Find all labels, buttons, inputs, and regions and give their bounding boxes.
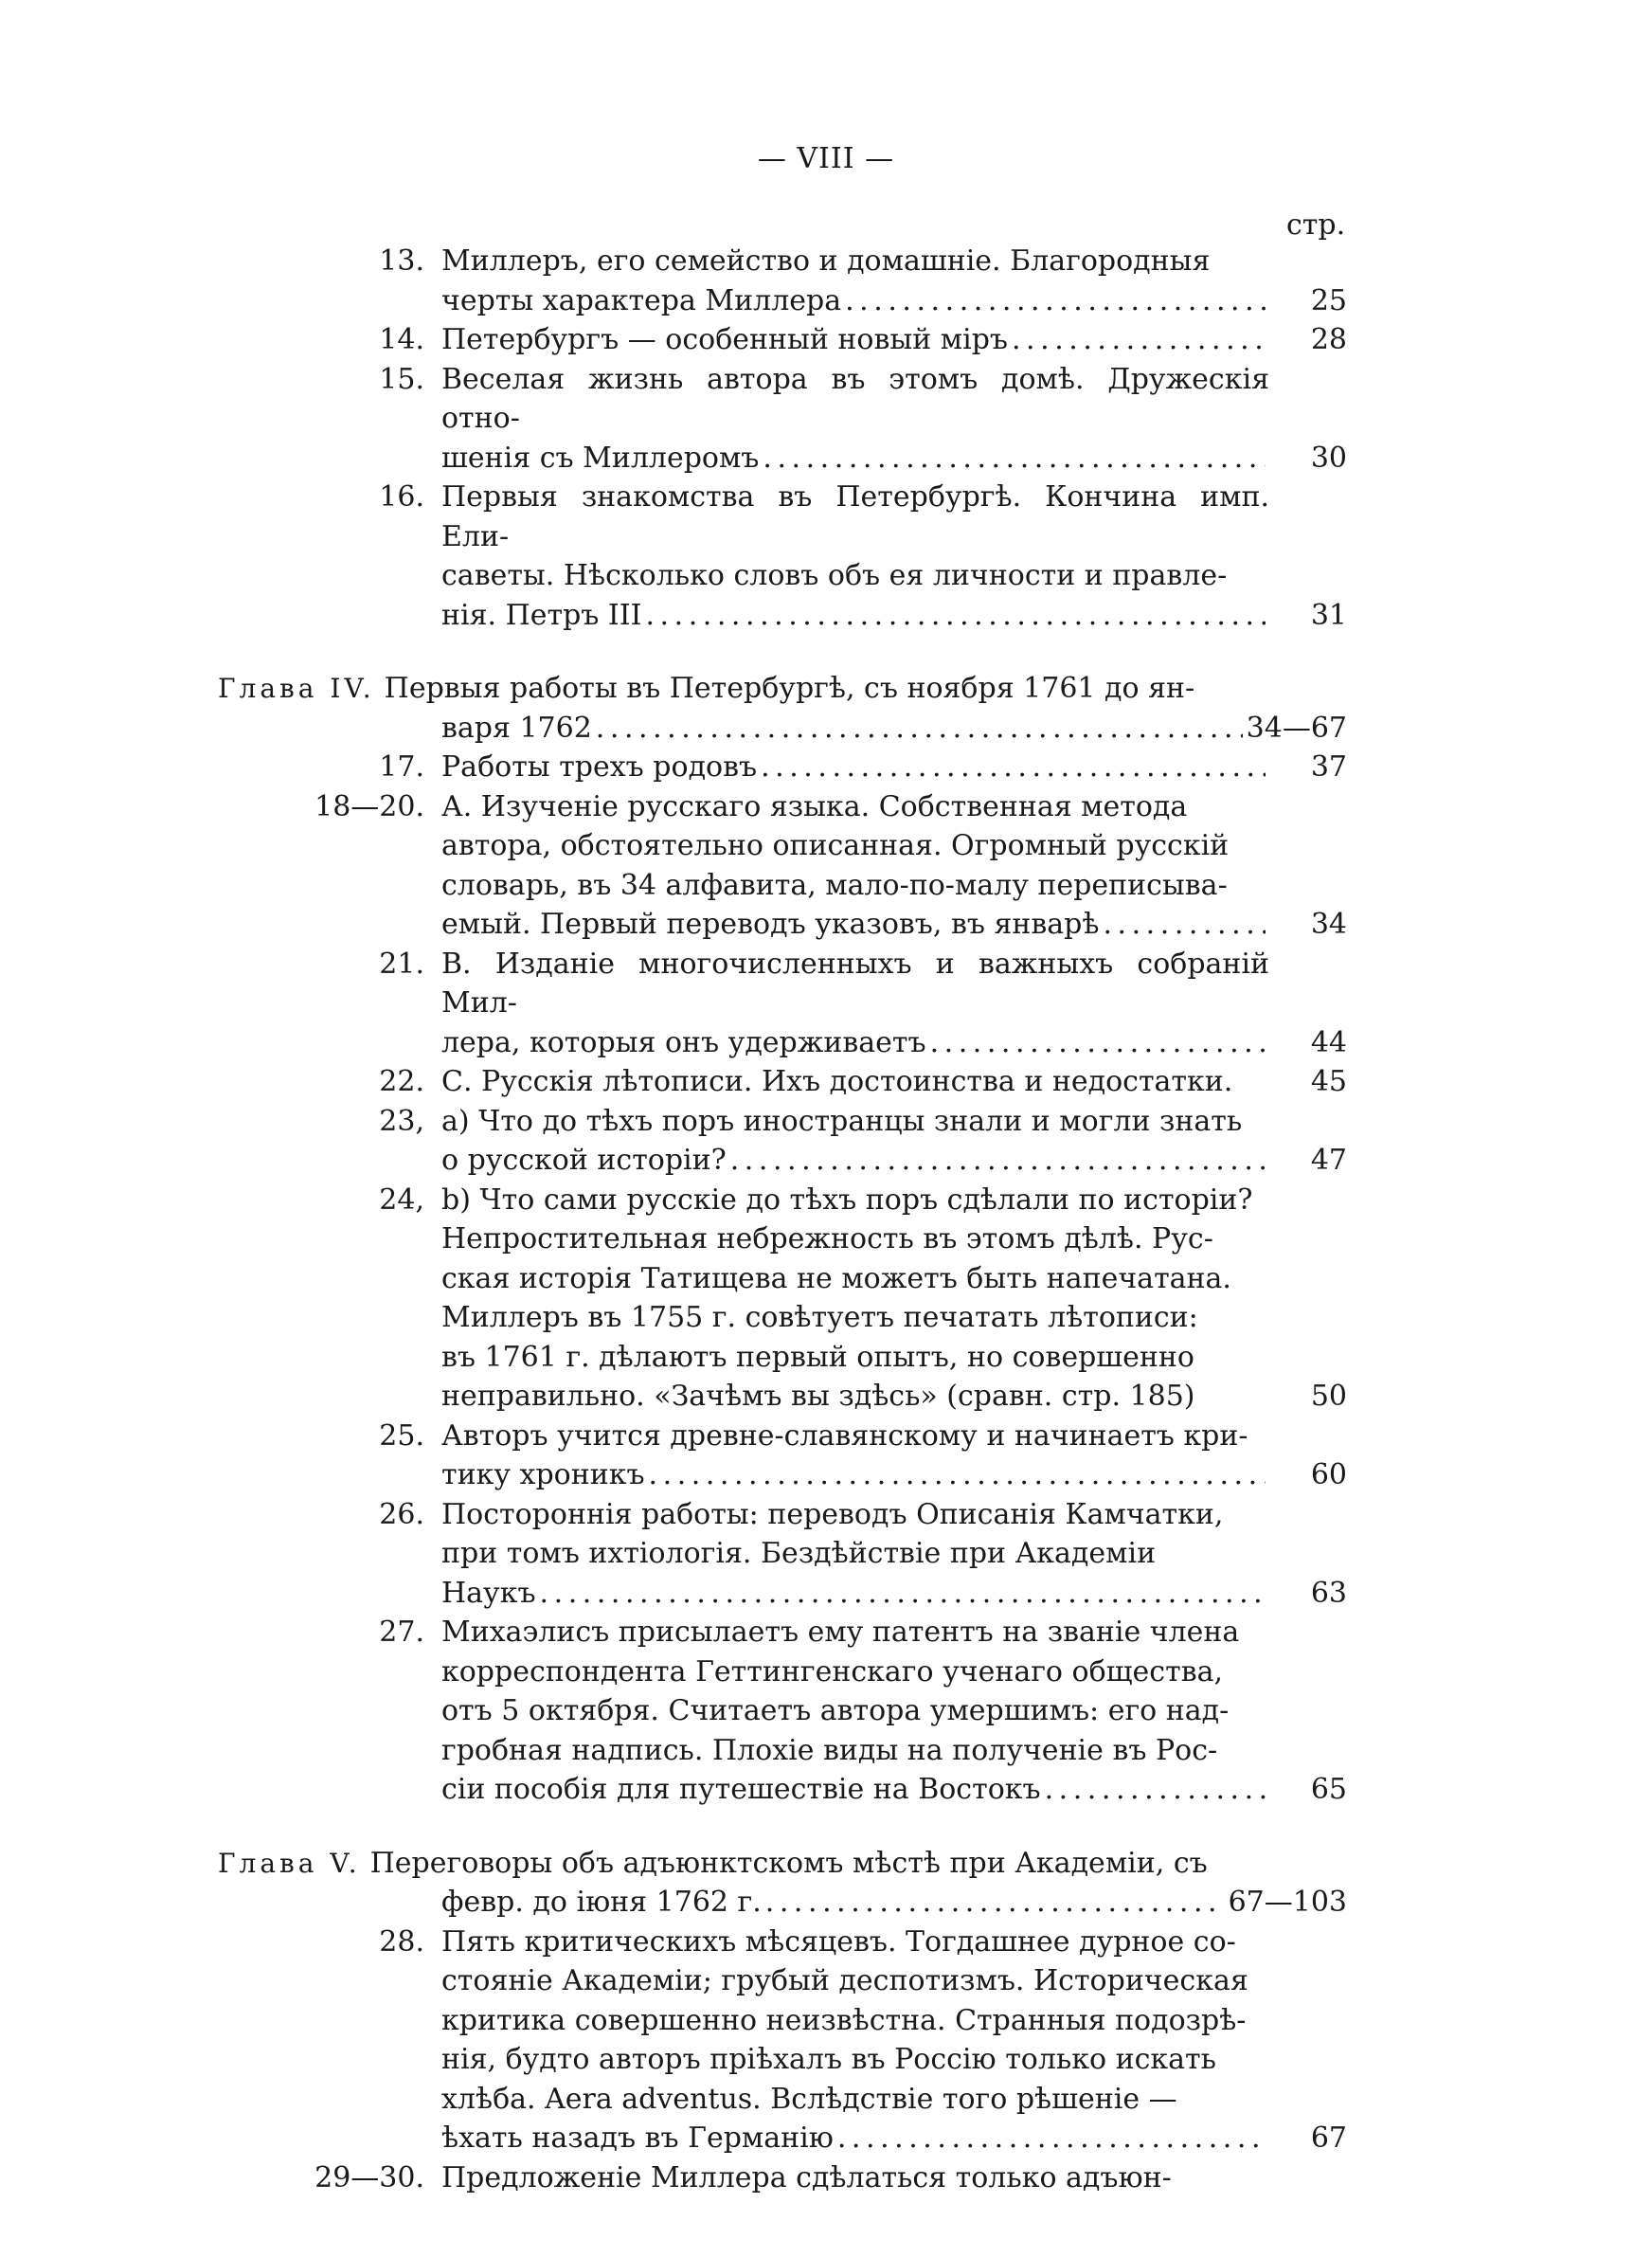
- entry-page-number: 45: [1310, 1065, 1347, 1098]
- entry-last-line: [441, 1062, 1269, 1102]
- entry-number: 22.: [379, 1065, 424, 1098]
- entry-last-line: [441, 748, 1269, 787]
- entry-line: о русской исторіи?: [441, 1144, 727, 1177]
- chapter-5-first-line: [0, 1844, 1269, 1884]
- entry-text: [441, 748, 1269, 787]
- entry-last-line: [441, 1377, 1269, 1417]
- entry-line: С. Русскія лѣтописи. Ихъ достоинства и недостатки.: [441, 1065, 1233, 1098]
- entry-last-line: [441, 1770, 1269, 1810]
- entry-line: Непростительная небрежность въ этомъ дѣлѣ. Рус-: [441, 1222, 1213, 1255]
- entry-line: въ 1761 г. дѣлаютъ первый опытъ, но совершенно: [441, 1340, 1194, 1374]
- entry-page-number: 34: [1310, 908, 1347, 941]
- entry-line: Постороннія работы: переводъ Описанія Камчатки,: [441, 1497, 1224, 1531]
- entries-group-c: [0, 1923, 1652, 2198]
- entry-line: неправильно. «Зачѣмъ вы здѣсь» (сравн. стр. 185): [441, 1380, 1195, 1413]
- entries-group-b: [0, 748, 1652, 1810]
- entry-line: нія, будто авторъ пріѣхалъ въ Россію только искать: [441, 2043, 1216, 2076]
- toc-entry: [0, 748, 1652, 787]
- entry-last-line: [441, 281, 1269, 321]
- dot-leader: [930, 1023, 1266, 1063]
- entry-page-number: 30: [1310, 441, 1347, 475]
- dot-leader: [761, 748, 1266, 787]
- entry-line: b) Что сами русскіе до тѣхъ поръ сдѣлали по исторіи?: [441, 1183, 1253, 1217]
- dot-leader: [1045, 1770, 1266, 1810]
- dot-leader: [837, 2119, 1266, 2158]
- entry-line: Первыя знакомства въ Петербургѣ. Кончина имп. Ели-: [441, 480, 1269, 553]
- entry-line: сіи пособія для путешествіе на Востокъ: [441, 1773, 1041, 1806]
- entry-line: Наукъ: [441, 1576, 536, 1610]
- entry-page-number: 47: [1310, 1144, 1347, 1177]
- entry-text: [441, 478, 1269, 635]
- entry-text: [441, 1102, 1269, 1181]
- entry-line: Пять критическихъ мѣсяцевъ. Тогдашнее дурное со-: [441, 1924, 1236, 1959]
- entry-page-number: 31: [1310, 598, 1347, 632]
- entry-number: 23,: [379, 1104, 424, 1138]
- entry-last-line: [441, 1141, 1269, 1181]
- entry-page-number: 37: [1310, 750, 1347, 784]
- toc-entry: [0, 1495, 1652, 1614]
- toc-entry: [0, 1062, 1652, 1102]
- dot-leader: [1012, 320, 1266, 360]
- chapter-4-heading: [0, 669, 1652, 748]
- entry-line: критика совершенно неизвѣстна. Странныя подозрѣ-: [441, 2003, 1247, 2037]
- entry-line: емый. Первый переводъ указовъ, въ январѣ: [441, 908, 1100, 941]
- toc-entry: [0, 320, 1652, 360]
- entry-page-number: 28: [1310, 323, 1347, 356]
- entry-line: отъ 5 октября. Считаетъ автора умершимъ: его над-: [441, 1694, 1230, 1727]
- entry-last-line: [441, 2119, 1269, 2158]
- entry-page-number: 60: [1310, 1458, 1347, 1491]
- entry-number: 25.: [379, 1418, 424, 1453]
- entry-page-number: 50: [1310, 1380, 1347, 1413]
- entry-last-line: [441, 596, 1269, 636]
- entry-text: [441, 2158, 1269, 2198]
- entry-line: лера, которыя онъ удерживаетъ: [441, 1025, 926, 1059]
- entry-line: Миллеръ, его семейство и домашніе. Благородныя: [441, 244, 1211, 278]
- chapter-5-title-end: февр. до іюня 1762 г.: [441, 1886, 762, 1919]
- entry-number: 13.: [379, 244, 424, 278]
- toc-entry: [0, 1181, 1652, 1417]
- running-head: — VIII —: [757, 142, 895, 175]
- entry-number: 28.: [379, 1924, 424, 1959]
- toc-entry: [0, 1923, 1652, 2158]
- entry-line: черты характера Миллера: [441, 283, 842, 317]
- entry-line: Авторъ учится древне-славянскому и начинаетъ кри-: [441, 1418, 1248, 1453]
- entry-last-line: [441, 439, 1269, 478]
- chapter-5-heading: [0, 1844, 1652, 1923]
- entry-last-line: [441, 905, 1269, 945]
- entry-last-line: [441, 2158, 1269, 2198]
- entry-number: 24,: [379, 1183, 424, 1217]
- entry-number: 16.: [379, 480, 424, 514]
- entry-line: Работы трехъ родовъ: [441, 750, 758, 784]
- entry-text: [441, 320, 1269, 360]
- toc-entry: [0, 945, 1652, 1063]
- toc-entry: [0, 2158, 1652, 2198]
- entry-number: 29—30.: [314, 2160, 424, 2194]
- toc-entry: [0, 1102, 1652, 1181]
- entry-last-line: [441, 1455, 1269, 1495]
- toc-entry: [0, 1417, 1652, 1495]
- entry-line: Петербургъ — особенный новый міръ: [441, 323, 1008, 356]
- entry-line: саветы. Нѣсколько словъ объ ея личности и правле-: [441, 559, 1228, 592]
- entry-page-number: 44: [1310, 1025, 1347, 1059]
- dot-leader: [645, 596, 1266, 636]
- toc-entry: [0, 787, 1652, 945]
- entry-text: [441, 1417, 1269, 1495]
- entry-line: тику хроникъ: [441, 1458, 645, 1491]
- chapter-4-first-line: [0, 669, 1269, 709]
- entry-line: а) Что до тѣхъ поръ иностранцы знали и могли знать: [441, 1104, 1243, 1138]
- entry-text: [441, 787, 1269, 945]
- entry-last-line: [441, 1574, 1269, 1614]
- chapter-5-page-range: 67—103: [1228, 1886, 1347, 1919]
- page-column-label: стр.: [1286, 208, 1346, 242]
- entry-last-line: [441, 1023, 1269, 1063]
- entry-number: 15.: [379, 362, 424, 396]
- chapter-5-title: Переговоры объ адъюнктскомъ мѣстѣ при Академіи, съ: [369, 1846, 1208, 1880]
- table-of-contents: [0, 242, 1652, 2197]
- dot-leader: [845, 281, 1266, 321]
- dot-leader: [540, 1574, 1266, 1614]
- entry-page-number: 67: [1310, 2122, 1347, 2155]
- entry-text: [441, 1613, 1269, 1810]
- entry-line: Миллеръ въ 1755 г. совѣтуетъ печатать лѣтописи:: [441, 1301, 1198, 1334]
- entry-line: Веселая жизнь автора въ этомъ домѣ. Дружескія отно-: [441, 362, 1269, 435]
- entry-line: ѣхать назадъ въ Германію: [441, 2122, 834, 2155]
- entry-number: 17.: [379, 750, 424, 784]
- entry-line: А. Изученіе русскаго языка. Собственная метода: [441, 789, 1188, 823]
- entry-line: гробная надпись. Плохіе виды на полученіе въ Рос-: [441, 1733, 1218, 1767]
- entry-line: В. Изданіе многочисленныхъ и важныхъ собраній Мил-: [441, 947, 1269, 1020]
- entry-number: 26.: [379, 1497, 424, 1531]
- entry-line: автора, обстоятельно описанная. Огромный русскій: [441, 829, 1230, 862]
- dot-leader: [1103, 905, 1266, 945]
- entry-line: при томъ ихтіологія. Бездѣйствіе при Академіи: [441, 1537, 1157, 1570]
- dot-leader: [763, 439, 1266, 478]
- entry-text: [441, 1181, 1269, 1417]
- entry-page-number: 25: [1310, 283, 1347, 317]
- entry-page-number: 63: [1310, 1576, 1347, 1610]
- entry-number: 21.: [379, 947, 424, 981]
- entry-number: 14.: [379, 323, 424, 356]
- entry-last-line: [441, 320, 1269, 360]
- chapter-4-last-line: [441, 709, 1347, 749]
- chapter-4-page-range: 34—67: [1246, 711, 1347, 745]
- entry-line: хлѣба. Aera adventus. Вслѣдствіе того рѣшеніе —: [441, 2082, 1177, 2116]
- entry-number: 18—20.: [314, 789, 424, 823]
- entry-text: [441, 1923, 1269, 2158]
- entry-text: [441, 945, 1269, 1063]
- chapter-4-title-end: варя 1762: [441, 711, 592, 745]
- entry-line: Предложеніе Миллера сдѣлаться только адъюн-: [441, 2160, 1172, 2194]
- toc-entry: [0, 360, 1652, 478]
- entry-line: корреспондента Геттингенскаго ученаго общества,: [441, 1654, 1223, 1688]
- toc-entry: [0, 1613, 1652, 1810]
- entry-line: стояніе Академіи; грубый деспотизмъ. Историческая: [441, 1964, 1248, 1997]
- chapter-4-label: Глава IV.: [218, 673, 375, 704]
- chapter-4-title: Первыя работы въ Петербургѣ, съ ноября 1761 до ян-: [384, 672, 1195, 705]
- entry-text: [441, 1495, 1269, 1614]
- entries-group-a: [0, 242, 1652, 635]
- entry-line: словарь, въ 34 алфавита, мало-по-малу переписыва-: [441, 868, 1228, 902]
- entry-line: ская исторія Татищева не можетъ быть напечатана.: [441, 1261, 1231, 1295]
- entry-text: [441, 360, 1269, 478]
- entry-text: [441, 242, 1269, 320]
- entry-line: нія. Петръ III: [441, 598, 642, 632]
- entry-line: шенія съ Миллеромъ: [441, 441, 760, 475]
- entry-text: [441, 1062, 1269, 1102]
- chapter-5-label: Глава V.: [218, 1847, 361, 1879]
- dot-leader: [596, 709, 1243, 749]
- entry-page-number: 65: [1310, 1773, 1347, 1806]
- chapter-5-last-line: [441, 1883, 1347, 1923]
- toc-entry: [0, 478, 1652, 635]
- dot-leader: [765, 1883, 1225, 1923]
- entry-number: 27.: [379, 1616, 424, 1649]
- dot-leader: [730, 1141, 1266, 1181]
- entry-line: Михаэлисъ присылаетъ ему патентъ на званіе члена: [441, 1616, 1240, 1649]
- toc-entry: [0, 242, 1652, 320]
- dot-leader: [649, 1455, 1266, 1495]
